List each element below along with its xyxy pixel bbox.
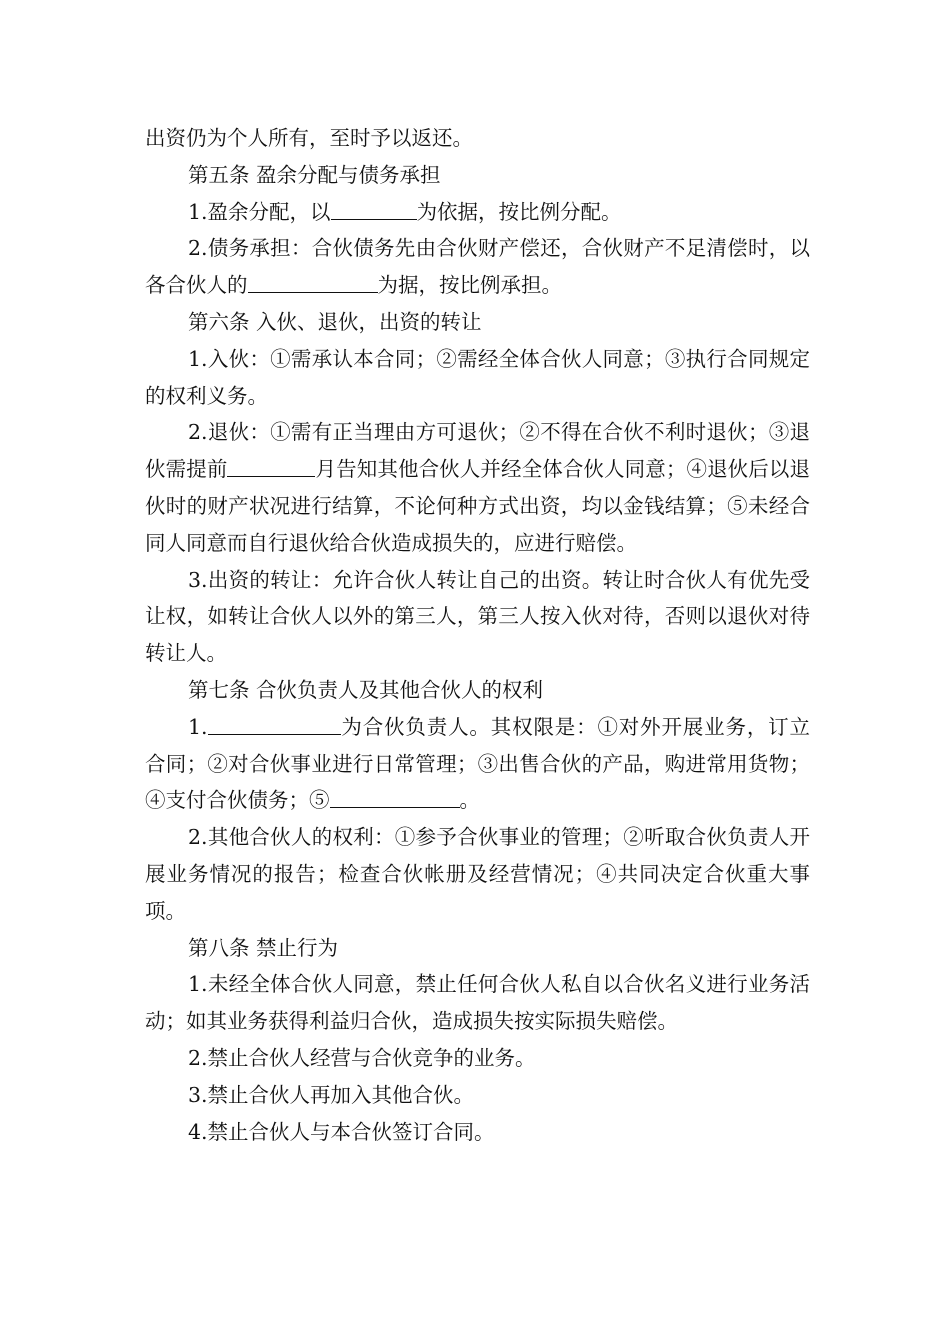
paragraph-prohibition-4: 4.禁止合伙人与本合伙签订合同。 [188,1119,495,1144]
paragraph-prohibition-3: 3.禁止合伙人再加入其他合伙。 [188,1082,475,1107]
article-7-heading: 第七条 合伙负责人及其他合伙人的权利 [188,677,544,702]
text-segment: 1.盈余分配，以 [188,199,331,224]
text-segment: 2.退伙：①需有正当理由方可退伙；②不得在合伙不利时退伙；③退伙需提前 [145,420,810,482]
article-6-heading: 第六条 入伙、退伙，出资的转让 [188,309,482,334]
text-segment: 为合伙负责人。其权限是：①对外开展业务，订立合同；②对合伙事业进行日常管理；③出售合伙的产品，购进常用货物；④支付合伙债务；⑤ [145,714,810,813]
fill-in-blank[interactable] [330,788,460,808]
text-segment: 为依据，按比例分配。 [416,199,622,224]
fill-in-blank[interactable] [331,199,417,219]
paragraph-contribution-transfer: 3.出资的转让：允许合伙人转让自己的出资。转让时合伙人有优先受让权，如转让合伙人以外的第三人，第三人按入伙对待，否则以退伙对待转让人。 [145,567,810,666]
paragraph-debt-liability [145,230,810,304]
text-segment: 2.债务承担：合伙债务先由合伙财产偿还，合伙财产不足清偿时，以各合伙人的 [145,236,810,298]
paragraph-joining: 1.入伙：①需承认本合同；②需经全体合伙人同意；③执行合同规定的权利义务。 [145,346,810,408]
fill-in-blank[interactable] [227,457,315,477]
text-segment: 。 [459,788,480,813]
paragraph-responsible-partner [145,709,810,819]
text-segment: 月告知其他合伙人并经全体合伙人同意；④退伙后以退伙时的财产状况进行结算，不论何种方式出资，均以金钱结算；⑤未经合同人同意而自行退伙给合伙造成损失的，应进行赔偿。 [145,457,811,555]
paragraph-prohibition-2: 2.禁止合伙人经营与合伙竞争的业务。 [188,1045,536,1070]
fill-in-blank[interactable] [248,273,378,293]
paragraph-surplus-distribution [145,194,810,231]
article-5-heading: 第五条 盈余分配与债务承担 [188,162,441,187]
text-segment: 1. [188,714,208,739]
text-segment: 为据，按比例承担。 [377,273,562,298]
paragraph-withdrawal [145,414,810,561]
paragraph-contribution-return: 出资仍为个人所有，至时予以返还。 [145,126,473,150]
article-8-heading: 第八条 禁止行为 [188,935,339,960]
paragraph-other-partner-rights: 2.其他合伙人的权利：①参予合伙事业的管理；②听取合伙负责人开展业务情况的报告；检查合伙帐册及经营情况；④共同决定合伙重大事项。 [145,825,810,923]
paragraph-prohibition-1: 1.未经全体合伙人同意，禁止任何合伙人私自以合伙名义进行业务活动；如其业务获得利益归合伙，造成损失按实际损失赔偿。 [145,972,810,1034]
fill-in-blank[interactable] [208,714,341,734]
document-body [145,120,810,1150]
